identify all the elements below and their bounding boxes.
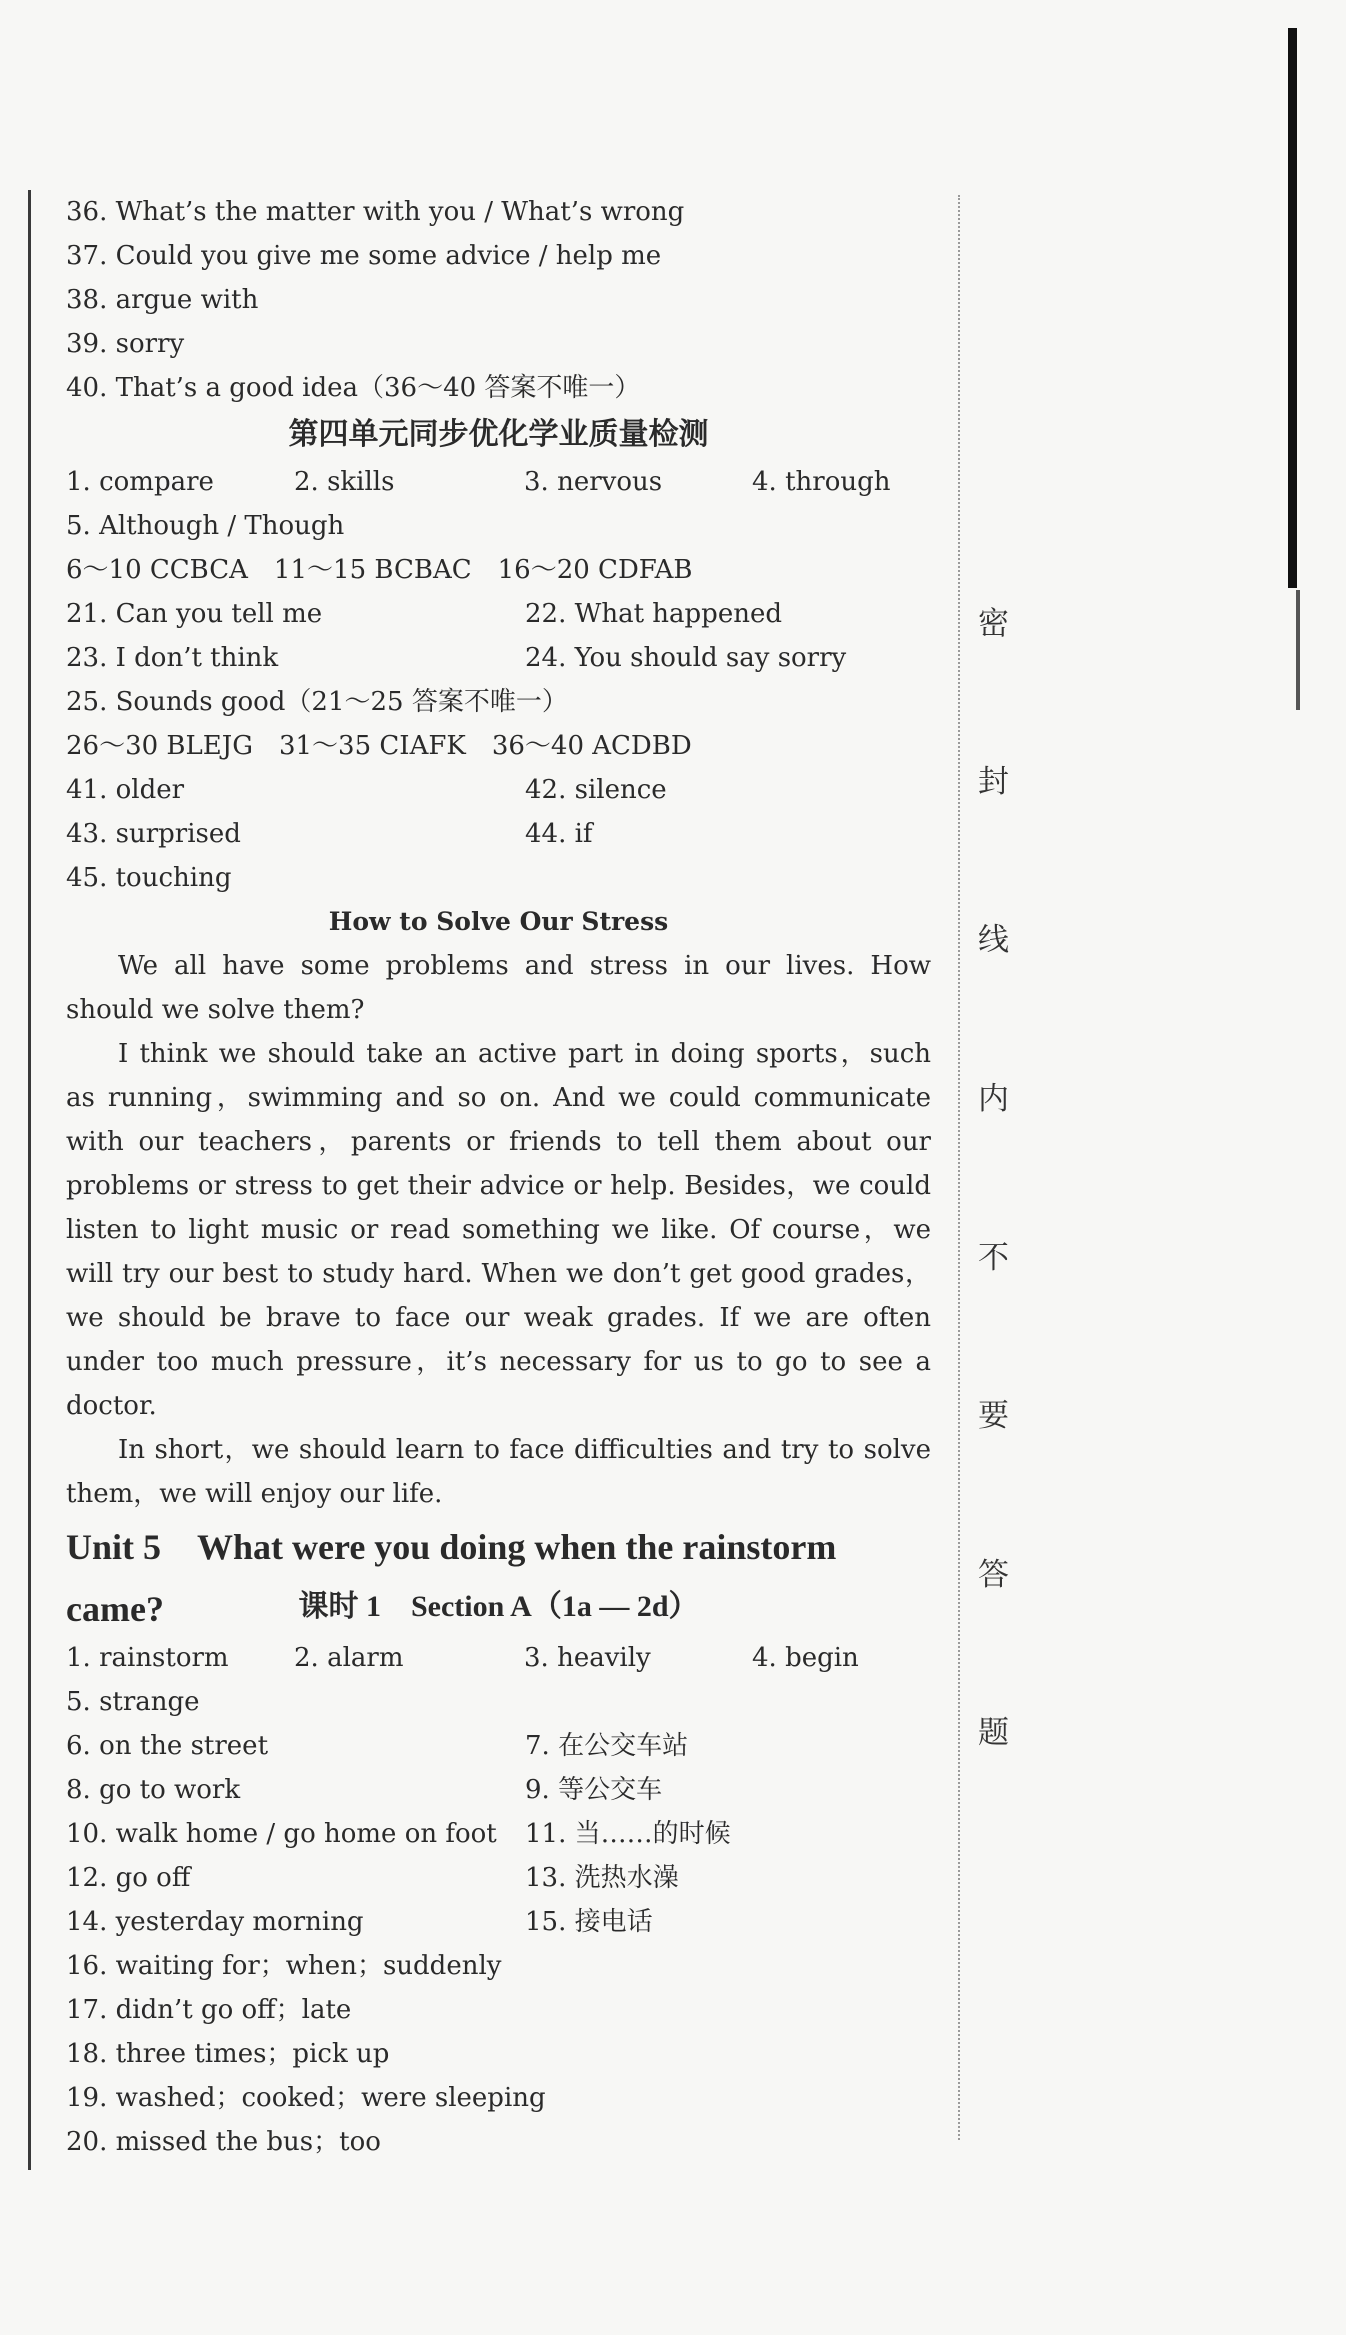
answer-line: 6～10 CCBCA 11～15 BCBAC 16～20 CDFAB xyxy=(66,555,693,585)
answer-row xyxy=(66,592,931,636)
essay-paragraph: In short，we should learn to face difficulties and try to solve them，we will enjoy our life. xyxy=(66,1435,931,1509)
answer-line: 18. three times；pick up xyxy=(66,2039,390,2069)
answer-content xyxy=(66,190,931,2164)
answer-row xyxy=(66,636,931,680)
answer-item: 1. compare xyxy=(66,467,214,497)
lesson-title: 课时 1 Section A（1a — 2d） xyxy=(298,1590,699,1623)
seal-fold-line xyxy=(958,195,960,2140)
answer-line: 45. touching xyxy=(66,863,232,893)
essay-paragraph: I think we should take an active part in doing sports，such as running，swimming and so on. And we could communicate with our teachers，parents or friends to tell them about our problems or stress to get their advice or help. Besides，we could listen to light music or read something we like. Of course，we will try our best to study hard. When we don’t get good grades，we should be brave to face our weak grades. If we are often under too much pressure，it’s necessary for us to go to see a doctor. xyxy=(66,1039,931,1421)
seal-char: 内 xyxy=(978,1081,1009,1117)
answer-item: 42. silence xyxy=(525,775,667,805)
left-margin-bar xyxy=(28,190,31,2170)
answer-item: 13. 洗热水澡 xyxy=(525,1863,679,1893)
answer-line: 17. didn’t go off；late xyxy=(66,1995,352,2025)
seal-char: 密 xyxy=(978,606,1009,642)
answer-item: 15. 接电话 xyxy=(525,1907,653,1937)
answer-row xyxy=(66,812,931,856)
answer-line: 40. That’s a good idea（36～40 答案不唯一） xyxy=(66,373,641,403)
answer-row xyxy=(66,1812,931,1856)
answer-item: 8. go to work xyxy=(66,1775,241,1805)
answer-row xyxy=(66,1768,931,1812)
answer-item: 11. 当……的时候 xyxy=(525,1819,731,1849)
answer-item: 12. go off xyxy=(66,1863,191,1893)
answer-line: 16. waiting for；when；suddenly xyxy=(66,1951,502,1981)
answer-item: 1. rainstorm xyxy=(66,1643,229,1673)
essay-title: How to Solve Our Stress xyxy=(328,907,669,936)
answer-item: 14. yesterday morning xyxy=(66,1907,364,1937)
answer-item: 24. You should say sorry xyxy=(525,643,847,673)
answer-line: 5. Although / Though xyxy=(66,511,345,541)
unit-title: Unit 5 What were you doing when the rainstorm came? xyxy=(66,1527,837,1629)
essay-paragraph: We all have some problems and stress in our lives. How should we solve them? xyxy=(66,951,931,1025)
answer-item: 23. I don’t think xyxy=(66,643,279,673)
answer-line: 25. Sounds good（21～25 答案不唯一） xyxy=(66,687,568,717)
answer-item: 3. nervous xyxy=(524,467,663,497)
seal-char: 答 xyxy=(978,1557,1009,1593)
answer-row xyxy=(66,1900,931,1944)
answer-item: 4. begin xyxy=(752,1643,859,1673)
answer-line: 38. argue with xyxy=(66,285,259,315)
answer-line: 37. Could you give me some advice / help me xyxy=(66,241,662,271)
answer-line: 5. strange xyxy=(66,1687,200,1717)
seal-char: 线 xyxy=(978,922,1009,958)
answer-item: 22. What happened xyxy=(525,599,782,629)
section-title: 第四单元同步优化学业质量检测 xyxy=(288,417,709,452)
answer-line: 36. What’s the matter with you / What’s wrong xyxy=(66,197,685,227)
answer-line: 26～30 BLEJG 31～35 CIAFK 36～40 ACDBD xyxy=(66,731,692,761)
answer-item: 44. if xyxy=(525,819,593,849)
answer-line: 39. sorry xyxy=(66,329,185,359)
answer-item: 3. heavily xyxy=(524,1643,651,1673)
answer-row xyxy=(66,1724,931,1768)
answer-row xyxy=(66,768,931,812)
answer-row xyxy=(66,1856,931,1900)
seal-char: 题 xyxy=(978,1715,1009,1751)
answer-item: 4. through xyxy=(752,467,891,497)
answer-item: 7. 在公交车站 xyxy=(525,1731,689,1761)
answer-row xyxy=(66,1636,931,1680)
answer-item: 9. 等公交车 xyxy=(525,1775,663,1805)
seal-char: 要 xyxy=(978,1398,1009,1434)
answer-item: 6. on the street xyxy=(66,1731,269,1761)
seal-char: 不 xyxy=(978,1240,1009,1276)
binding-edge-bar xyxy=(1288,28,1297,588)
answer-item: 41. older xyxy=(66,775,185,805)
answer-item: 21. Can you tell me xyxy=(66,599,323,629)
answer-row xyxy=(66,460,931,504)
answer-item: 43. surprised xyxy=(66,819,241,849)
answer-item: 10. walk home / go home on foot xyxy=(66,1819,497,1849)
answer-item: 2. alarm xyxy=(294,1643,404,1673)
seal-char: 封 xyxy=(978,764,1009,800)
binding-edge-bar-lower xyxy=(1296,590,1300,710)
answer-line: 20. missed the bus；too xyxy=(66,2127,381,2157)
answer-line: 19. washed；cooked；were sleeping xyxy=(66,2083,546,2113)
answer-item: 2. skills xyxy=(294,467,395,497)
